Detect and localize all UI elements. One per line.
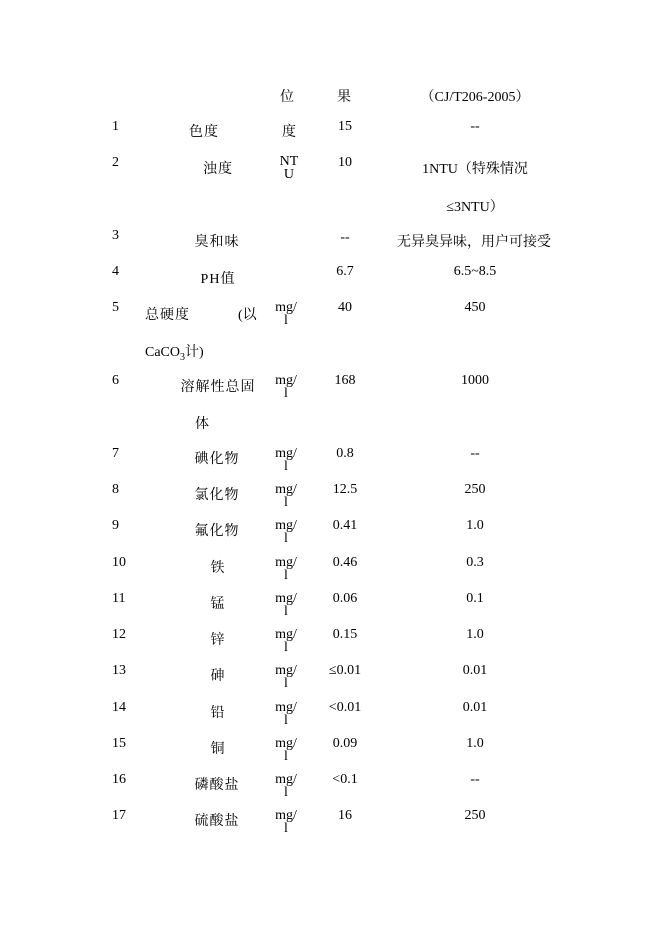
row-name: 锰 — [210, 597, 226, 612]
row-name-cont: CaCO$_3$计) — [145, 345, 204, 363]
row-no: 3 — [112, 228, 119, 243]
row-result: 0.06 — [332, 591, 358, 606]
row-standard: 0.01 — [462, 663, 488, 678]
row-result: 0.15 — [332, 627, 358, 642]
row-standard-cont: ≤3NTU） — [446, 200, 504, 215]
row-name: 磷酸盐 — [194, 778, 240, 793]
row-no: 16 — [112, 772, 126, 787]
row-standard: -- — [470, 119, 480, 134]
row-standard: 1000 — [461, 373, 489, 388]
row-no: 10 — [112, 555, 126, 570]
row-unit: mg/ l — [275, 772, 297, 800]
row-result: -- — [340, 230, 350, 245]
row-result: 0.41 — [332, 518, 358, 533]
row-no: 14 — [112, 700, 126, 715]
row-name-cont: 体 — [195, 417, 209, 432]
row-standard: 1NTU（特殊情况 — [422, 162, 528, 177]
row-name: 臭和味 — [194, 235, 240, 250]
row-unit: mg/ l — [275, 663, 297, 691]
row-result: 40 — [338, 300, 352, 315]
row-standard: 0.01 — [462, 700, 488, 715]
row-name: 浊度 — [203, 162, 233, 177]
row-no: 1 — [112, 119, 119, 134]
row-result: 168 — [334, 373, 356, 388]
row-no: 7 — [112, 446, 119, 461]
row-standard: 无异臭异味，用户可接受 — [397, 235, 551, 250]
row-standard: 1.0 — [466, 518, 484, 533]
row-result: <0.01 — [328, 700, 362, 715]
row-result: <0.1 — [332, 772, 358, 787]
row-standard: 1.0 — [466, 627, 484, 642]
row-standard: 0.1 — [466, 591, 484, 606]
row-no: 11 — [112, 591, 126, 606]
row-name: 氯化物 — [194, 488, 240, 503]
row-no: 17 — [112, 808, 126, 823]
row-result: 16 — [338, 808, 352, 823]
row-standard: 1.0 — [466, 736, 484, 751]
row-unit: mg/ l — [275, 482, 297, 510]
row-name: 氟化物 — [194, 524, 240, 539]
row-unit: NT U — [279, 154, 299, 182]
row-standard: 250 — [464, 808, 486, 823]
row-unit: mg/ l — [275, 300, 297, 328]
row-result: ≤0.01 — [328, 663, 362, 678]
row-no: 2 — [112, 155, 119, 170]
row-unit: mg/ l — [275, 591, 297, 619]
row-name: 总硬度 — [145, 308, 190, 323]
row-result: 0.46 — [332, 555, 358, 570]
row-standard: 0.3 — [466, 555, 484, 570]
row-name: 色度 — [189, 125, 219, 140]
row-result: 15 — [338, 119, 352, 134]
row-name: 铜 — [210, 742, 226, 757]
row-no: 9 — [112, 518, 119, 533]
row-unit: mg/ l — [275, 808, 297, 836]
header-standard-tail: （CJ/T206-2005） — [420, 90, 530, 105]
row-name: 碘化物 — [194, 452, 240, 467]
row-name: 锌 — [210, 633, 226, 648]
row-unit: mg/ l — [275, 446, 297, 474]
row-name: 溶解性总固 — [180, 380, 256, 395]
row-result: 10 — [338, 155, 352, 170]
row-result: 0.8 — [336, 446, 354, 461]
row-standard: 450 — [464, 300, 486, 315]
row-standard: 250 — [464, 482, 486, 497]
row-name: PH值 — [200, 272, 236, 287]
row-unit: 度 — [282, 125, 296, 140]
header-unit-tail: 位 — [280, 90, 294, 105]
row-unit: mg/ l — [275, 736, 297, 764]
row-unit: mg/ l — [275, 627, 297, 655]
row-standard: 6.5~8.5 — [453, 264, 497, 279]
row-standard: -- — [470, 772, 480, 787]
header-result-tail: 果 — [337, 90, 351, 105]
row-no: 8 — [112, 482, 119, 497]
row-name: 硫酸盐 — [194, 814, 240, 829]
row-unit: mg/ l — [275, 700, 297, 728]
row-name: 铁 — [210, 561, 226, 576]
row-unit: mg/ l — [275, 373, 297, 401]
row-no: 13 — [112, 663, 126, 678]
row-name-tail: (以 — [238, 308, 257, 323]
row-result: 12.5 — [332, 482, 358, 497]
row-name: 砷 — [210, 669, 226, 684]
row-unit: mg/ l — [275, 518, 297, 546]
row-no: 5 — [112, 300, 119, 315]
row-unit: mg/ l — [275, 555, 297, 583]
row-standard: -- — [470, 446, 480, 461]
row-no: 12 — [112, 627, 126, 642]
row-result: 0.09 — [332, 736, 358, 751]
row-no: 15 — [112, 736, 126, 751]
row-result: 6.7 — [336, 264, 354, 279]
row-name: 铅 — [210, 706, 226, 721]
row-no: 4 — [112, 264, 119, 279]
row-no: 6 — [112, 373, 119, 388]
